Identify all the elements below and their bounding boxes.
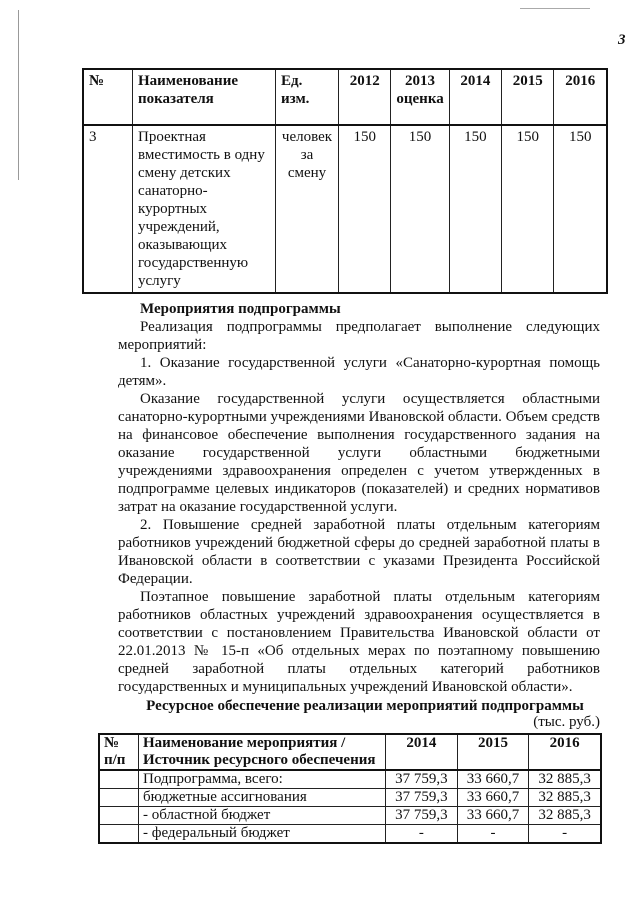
section-heading: Мероприятия подпрограммы	[140, 301, 341, 317]
row-num	[99, 789, 139, 807]
col-2016: 2016	[529, 734, 601, 770]
row-name: бюджетные ассигнования	[139, 789, 386, 807]
row-unit: человек за смену	[276, 125, 339, 293]
paragraph: 1. Оказание государственной услуги «Санаторно-курортная помощь детям».	[118, 355, 600, 389]
table-row	[99, 807, 601, 825]
col-name: Наименование мероприятия / Источник ресурсного обеспечения	[139, 734, 386, 770]
indicators-table	[82, 68, 608, 294]
value-2015: 33 660,7	[457, 770, 529, 789]
table-header-row	[83, 69, 607, 125]
col-name: Наименование показателя	[133, 69, 276, 125]
value-2012: 150	[339, 125, 391, 293]
value-2015: 150	[502, 125, 554, 293]
value-2014: -	[386, 825, 458, 844]
table-row	[99, 789, 601, 807]
value-2014: 37 759,3	[386, 807, 458, 825]
row-num	[99, 770, 139, 789]
value-2015: -	[457, 825, 529, 844]
table-row	[99, 825, 601, 844]
row-name: Подпрограмма, всего:	[139, 770, 386, 789]
col-num: № п/п	[99, 734, 139, 770]
col-2014: 2014	[449, 69, 501, 125]
col-2015: 2015	[457, 734, 529, 770]
paragraph: Реализация подпрограммы предполагает выполнение следующих мероприятий:	[118, 319, 600, 353]
scan-artifact	[520, 8, 590, 9]
row-name: - областной бюджет	[139, 807, 386, 825]
col-2014: 2014	[386, 734, 458, 770]
table-header-row	[99, 734, 601, 770]
value-2016: -	[529, 825, 601, 844]
resources-table	[98, 733, 602, 844]
table-row	[83, 125, 607, 293]
col-2013: 2013 оценка	[391, 69, 449, 125]
row-name: - федеральный бюджет	[139, 825, 386, 844]
units-label: (тыс. руб.)	[533, 714, 600, 730]
row-name: Проектная вместимость в одну смену детских санаторно-курортных учреждений, оказывающих государственную услугу	[133, 125, 276, 293]
paragraph: 2. Повышение средней заработной платы отдельным категориям работников учреждений бюджетной сферы до средней заработной платы в Ивановской области в соответствии с указами Президента Российской Федерации.	[118, 517, 600, 587]
value-2014: 150	[449, 125, 501, 293]
value-2015: 33 660,7	[457, 807, 529, 825]
col-2015: 2015	[502, 69, 554, 125]
paragraph: Поэтапное повышение заработной платы отдельным категориям работников областных учреждений здравоохранения осуществляется в соответствии с постановлением Правительства Ивановской области от 22.01.2013 № 15-п «Об отдельных мерах по поэтапному повышению средней заработной платы отдельных категорий работников государственных и муниципальных учреждений Ивановской области».	[118, 589, 600, 695]
margin-line	[18, 10, 19, 180]
value-2016: 32 885,3	[529, 807, 601, 825]
paragraph: Оказание государственной услуги осуществляется областными санаторно-курортными учреждениями Ивановской области. Объем средств на финансовое обеспечение выполнения государственного задания на оказание государственной услуги областными бюджетными учреждениями здравоохранения определен с учетом утвержденных в подпрограмме целевых индикаторов (показателей) и средних нормативов затрат на оказание государственной услуги.	[118, 391, 600, 515]
value-2013: 150	[391, 125, 449, 293]
resources-title: Ресурсное обеспечение реализации мероприятий подпрограммы	[146, 698, 584, 714]
page-number: 3	[618, 32, 626, 48]
value-2014: 37 759,3	[386, 789, 458, 807]
col-2016: 2016	[554, 69, 607, 125]
value-2016: 32 885,3	[529, 789, 601, 807]
value-2016: 150	[554, 125, 607, 293]
table-row	[99, 770, 601, 789]
row-num	[99, 807, 139, 825]
value-2015: 33 660,7	[457, 789, 529, 807]
row-num: 3	[83, 125, 133, 293]
row-num	[99, 825, 139, 844]
col-unit: Ед. изм.	[276, 69, 339, 125]
col-2012: 2012	[339, 69, 391, 125]
value-2016: 32 885,3	[529, 770, 601, 789]
section-body	[118, 300, 600, 696]
col-num: №	[83, 69, 133, 125]
value-2014: 37 759,3	[386, 770, 458, 789]
